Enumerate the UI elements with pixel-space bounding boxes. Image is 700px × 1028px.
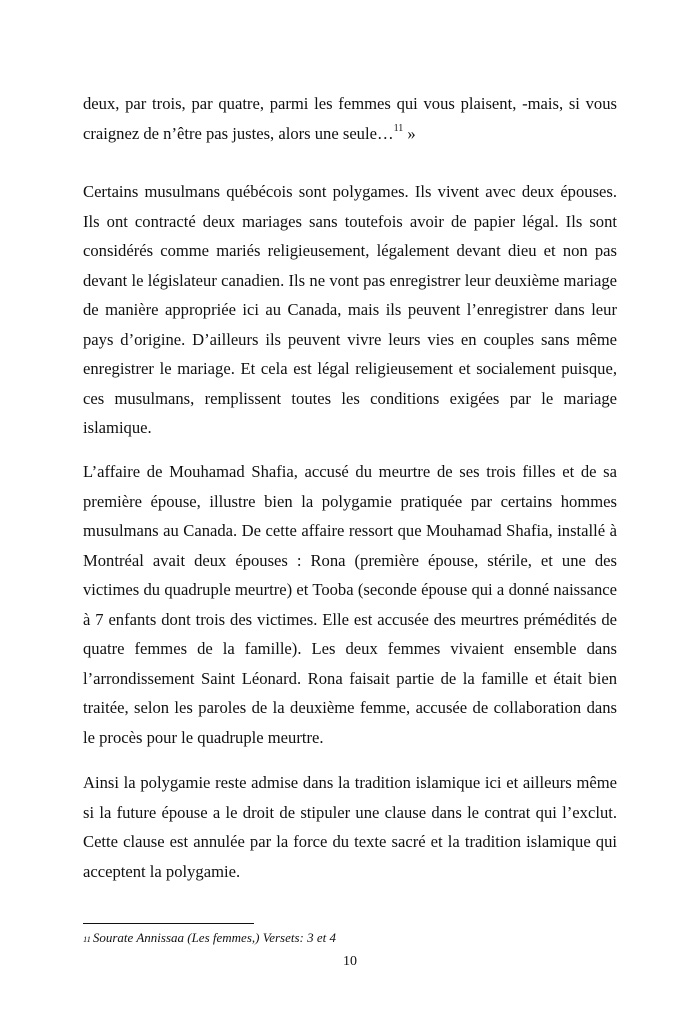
paragraph-polygamous-muslims: Certains musulmans québécois sont polygames. Ils vivent avec deux épouses. Ils ont contracté deux mariages sans toutefois avoir de papier légal. Ils sont considérés comme mariés religieusement, légalement devant dieu et non pas devant le législateur canadien. Ils ne vont pas enregistrer leur deuxième mariage de manière appropriée ici au Canada, mais ils peuvent l’enregistrer dans leur pays d’origine. D’ailleurs ils peuvent vivre leurs vies en couples sans même enregistrer le mariage. Et cela est légal religieusement et socialement puisque, ces musulmans, remplissent toutes les conditions exigées par le mariage islamique. [83, 182, 617, 437]
closing-quote: » [403, 123, 416, 143]
footnote-reference[interactable]: 11 [393, 122, 404, 134]
paragraph-text: deux, par trois, par quatre, parmi les femmes qui vous plaisent, -mais, si vous craignez de n’être pas justes, alors une seule… [83, 94, 617, 143]
paragraph-quote-continuation [83, 89, 617, 148]
page-number: 10 [343, 954, 357, 969]
footnote-separator [83, 923, 254, 924]
paragraph-shafia-affair: L’affaire de Mouhamad Shafia, accusé du meurtre de ses trois filles et de sa première épouse, illustre bien la polygamie pratiquée par certains hommes musulmans au Canada. De cette affaire ressort que Mouhamad Shafia, installé à Montréal avait deux épouses : Rona (première épouse, stérile, et une des victimes du quadruple meurtre) et Tooba (seconde épouse qui a donné naissance à 7 enfants dont trois des victimes. Elle est accusée des meurtres prémédités de quatre femmes de la famille). Les deux femmes vivaient ensemble dans l’arrondissement Saint Léonard. Rona faisait partie de la famille et était bien traitée, selon les paroles de la deuxième femme, accusée de collaboration dans le procès pour le quadruple meurtre. [83, 462, 617, 747]
footnote-number: 11 [83, 934, 91, 944]
footnote-text: Sourate Annissaa (Les femmes,) Versets: 3 et 4 [92, 930, 336, 945]
paragraph-conclusion: Ainsi la polygamie reste admise dans la tradition islamique ici et ailleurs même si la future épouse a le droit de stipuler une clause dans le contrat qui l’exclut. Cette clause est annulée par la force du texte sacré et la tradition islamique qui acceptent la polygamie. [83, 773, 617, 881]
footnote [83, 930, 617, 947]
